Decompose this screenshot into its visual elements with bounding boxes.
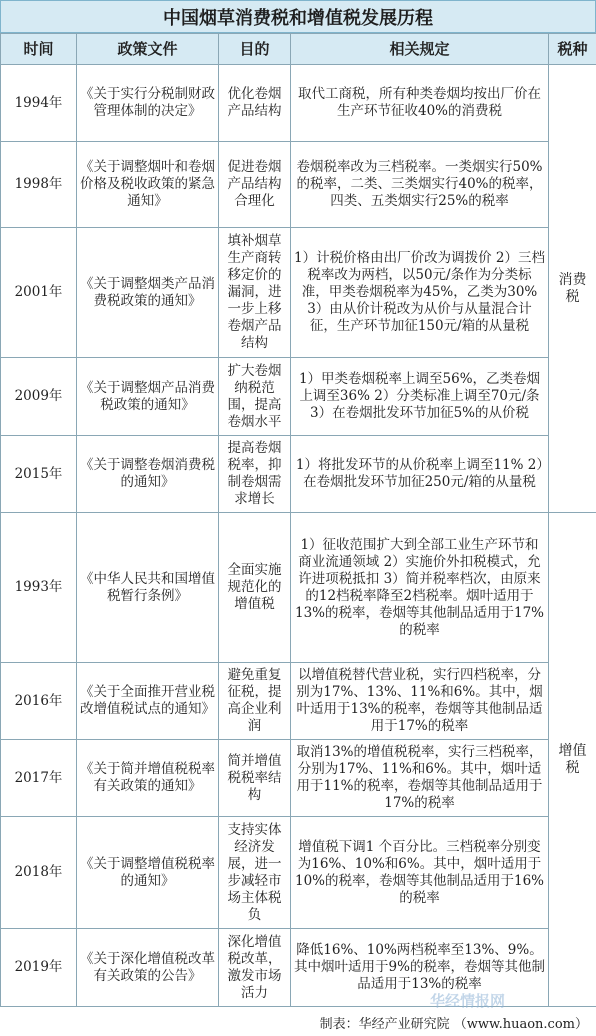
header-year: 时间 <box>1 34 77 65</box>
table-row <box>1 817 596 929</box>
year-cell: 1998年 <box>1 142 77 228</box>
doc-cell: 《关于简并增值税税率有关政策的通知》 <box>77 740 219 817</box>
table-row <box>1 436 596 513</box>
rule-cell: 增值税下调1 个百分比。三档税率分别变为16%、10%和6%。其中，烟叶适用于10%的税率，卷烟等其他制品适用于16%的税率 <box>291 817 549 929</box>
purpose-cell: 优化卷烟产品结构 <box>219 65 291 142</box>
doc-cell: 《关于全面推开营业税改增值税试点的通知》 <box>77 663 219 740</box>
purpose-cell: 扩大卷烟纳税范围，提高卷烟水平 <box>219 358 291 436</box>
watermark-logo: 华经情报网 <box>430 992 506 1010</box>
rule-cell: 卷烟税率改为三档税率。一类烟实行50%的税率，二类、三类烟实行40%的税率，四类、五类烟实行25%的税率 <box>291 142 549 228</box>
year-cell: 2001年 <box>1 228 77 358</box>
table-row <box>1 513 596 663</box>
header-rule: 相关规定 <box>291 34 549 65</box>
rule-cell: 1）征收范围扩大到全部工业生产环节和商业流通领域 2）实施价外扣税模式，允许进项税抵扣 3）简并税率档次，由原来的12档税率降至2档税率。烟叶适用于13%的税率，卷烟等其他制品适用于17%的税率 <box>291 513 549 663</box>
doc-cell: 《关于调整卷烟消费税的通知》 <box>77 436 219 513</box>
purpose-cell: 促进卷烟产品结构合理化 <box>219 142 291 228</box>
purpose-cell: 深化增值税改革，激发市场活力 <box>219 929 291 1007</box>
doc-cell: 《关于调整烟叶和卷烟价格及税收政策的紧急通知》 <box>77 142 219 228</box>
doc-cell: 《关于深化增值税改革有关政策的公告》 <box>77 929 219 1007</box>
year-cell: 1993年 <box>1 513 77 663</box>
doc-cell: 《关于调整烟产品消费税政策的通知》 <box>77 358 219 436</box>
table-row <box>1 740 596 817</box>
rule-cell: 降低16%、10%两档税率至13%、9%。其中烟叶适用于9%的税率，卷烟等其他制品适用于13%的税率 <box>291 929 549 1007</box>
tax-type-vat: 增值税 <box>549 513 596 1007</box>
doc-cell: 《关于调整烟类产品消费税政策的通知》 <box>77 228 219 358</box>
table-row <box>1 663 596 740</box>
rule-cell: 1）计税价格由出厂价改为调拨价 2）三档税率改为两档，以50元/条作为分类标准，甲类卷烟税率为45%，乙类为30% 3）由从价计税改为从价与从量混合计征，生产环节加征150元/箱的从量税 <box>291 228 549 358</box>
purpose-cell: 提高卷烟税率，抑制卷烟需求增长 <box>219 436 291 513</box>
rule-cell: 1）甲类卷烟税率上调至56%，乙类卷烟上调至36% 2）分类标准上调至70元/条 3）在卷烟批发环节加征5%的从价税 <box>291 358 549 436</box>
year-cell: 2018年 <box>1 817 77 929</box>
year-cell: 2019年 <box>1 929 77 1007</box>
header-tax: 税种 <box>549 34 596 65</box>
header-doc: 政策文件 <box>77 34 219 65</box>
tax-type-consumption: 消费税 <box>549 65 596 513</box>
rule-cell: 取消13%的增值税税率，实行三档税率，分别为17%、11%和6%。其中，烟叶适用于11%的税率，卷烟等其他制品适用于17%的税率 <box>291 740 549 817</box>
rule-cell: 取代工商税，所有种类卷烟均按出厂价在生产环节征收40%的消费税 <box>291 65 549 142</box>
table-row <box>1 358 596 436</box>
year-cell: 2009年 <box>1 358 77 436</box>
rule-cell: 以增值税替代营业税，实行四档税率，分别为17%、13%、11%和6%。其中，烟叶适用于13%的税率，卷烟等其他制品适用于17%的税率 <box>291 663 549 740</box>
table-row <box>1 65 596 142</box>
year-cell: 2017年 <box>1 740 77 817</box>
header-purpose: 目的 <box>219 34 291 65</box>
table-row <box>1 228 596 358</box>
purpose-cell: 填补烟草生产商转移定价的漏洞，进一步上移卷烟产品结构 <box>219 228 291 358</box>
source-footer: 制表：华经产业研究院 （www.huaon.com） <box>319 1017 588 1032</box>
purpose-cell: 避免重复征税，提高企业利润 <box>219 663 291 740</box>
doc-cell: 《中华人民共和国增值税暂行条例》 <box>77 513 219 663</box>
purpose-cell: 支持实体经济发展，进一步减轻市场主体税负 <box>219 817 291 929</box>
rule-cell: 1）将批发环节的从价税率上调至11% 2）在卷烟批发环节加征250元/箱的从量税 <box>291 436 549 513</box>
header-row <box>1 34 596 65</box>
table-title: 中国烟草消费税和增值税发展历程 <box>0 0 596 33</box>
table-row <box>1 142 596 228</box>
purpose-cell: 全面实施规范化的增值税 <box>219 513 291 663</box>
year-cell: 1994年 <box>1 65 77 142</box>
doc-cell: 《关于调整增值税税率的通知》 <box>77 817 219 929</box>
purpose-cell: 简并增值税税率结构 <box>219 740 291 817</box>
policy-table <box>0 33 596 1007</box>
doc-cell: 《关于实行分税制财政管理体制的决定》 <box>77 65 219 142</box>
year-cell: 2015年 <box>1 436 77 513</box>
year-cell: 2016年 <box>1 663 77 740</box>
